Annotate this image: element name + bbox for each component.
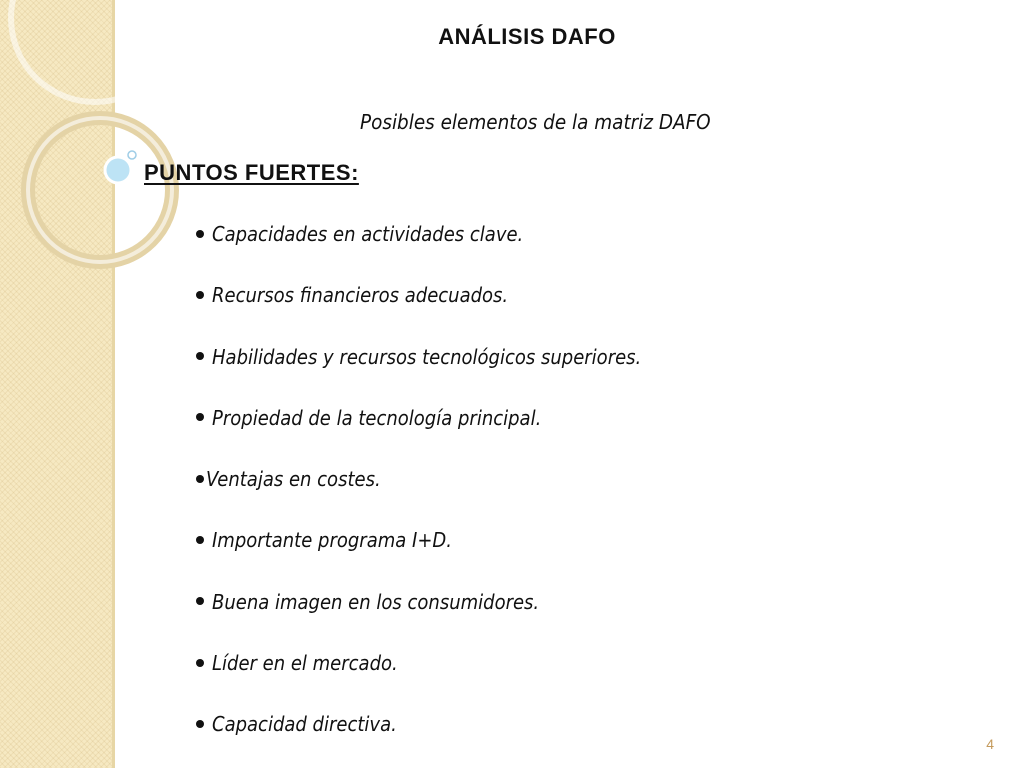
list-item (196, 345, 689, 406)
list-item-text: Importante programa I+D. (212, 528, 452, 553)
list-item-text: Capacidades en actividades clave. (212, 222, 524, 246)
strengths-list (196, 222, 689, 774)
list-item (196, 222, 689, 283)
bullet-icon (196, 230, 204, 238)
list-item (196, 467, 689, 528)
list-item-text: Habilidades y recursos tecnológicos superiores. (212, 344, 642, 369)
slide-title: ANÁLISIS DAFO (438, 24, 616, 49)
list-item-text: Propiedad de la tecnología principal. (212, 405, 542, 430)
section-heading: PUNTOS FUERTES: (144, 160, 359, 185)
bullet-icon (196, 536, 204, 544)
list-item (196, 528, 689, 589)
bullet-icon (196, 413, 204, 421)
list-item (196, 590, 689, 651)
list-item-text: Líder en el mercado. (212, 651, 398, 676)
bullet-icon (196, 659, 204, 667)
list-item (196, 712, 689, 773)
bullet-icon (196, 291, 204, 299)
list-item-text: Capacidad directiva. (212, 712, 397, 737)
bullet-icon (196, 352, 204, 360)
slide-subtitle: Posibles elementos de la matriz DAFO (360, 110, 711, 134)
list-item (196, 651, 689, 712)
bullet-icon (196, 475, 204, 483)
list-item-text: Buena imagen en los consumidores. (212, 589, 540, 614)
page-number: 4 (986, 736, 994, 752)
list-item-text: Recursos financieros adecuados. (212, 283, 509, 308)
bullet-icon (196, 597, 204, 605)
list-item-text: Ventajas en costes. (206, 467, 381, 492)
list-item (196, 283, 689, 344)
bullet-icon (196, 720, 204, 728)
list-item (196, 406, 689, 467)
